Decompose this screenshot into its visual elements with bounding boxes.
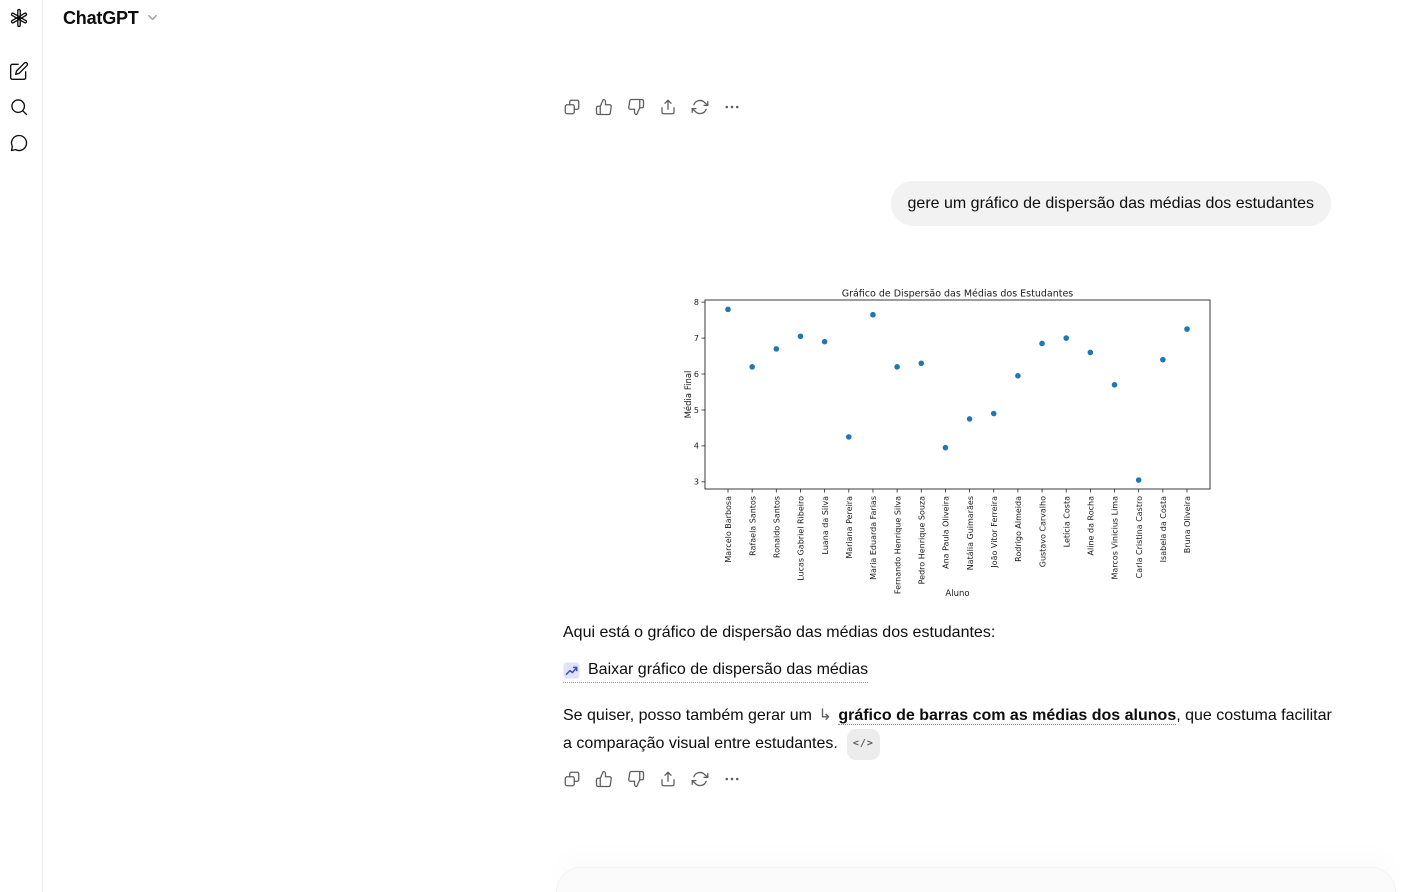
svg-text:Natália Guimarães: Natália Guimarães (965, 496, 975, 571)
chat-history-icon[interactable] (9, 133, 29, 153)
view-code-chip[interactable]: </> (847, 729, 880, 760)
download-chart-link[interactable] (563, 661, 868, 683)
reply-arrow-icon: ↳ (818, 707, 832, 724)
svg-text:4: 4 (693, 441, 699, 451)
svg-text:João Vitor Ferreira: João Vitor Ferreira (989, 496, 999, 568)
assistant-followup-text (563, 703, 1333, 760)
svg-text:6: 6 (693, 369, 699, 379)
svg-text:8: 8 (693, 297, 699, 307)
svg-text:Gustavo Carvalho: Gustavo Carvalho (1038, 496, 1048, 568)
svg-text:Isabela da Costa: Isabela da Costa (1159, 496, 1169, 563)
user-message-bubble: gere um gráfico de dispersão das médias dos estudantes (891, 181, 1331, 226)
svg-text:Mariana Pereira: Mariana Pereira (844, 496, 854, 559)
svg-text:Marcelo Barbosa: Marcelo Barbosa (724, 496, 734, 563)
svg-text:Ana Paula Oliveira: Ana Paula Oliveira (941, 496, 951, 569)
search-icon[interactable] (9, 97, 29, 117)
download-link-label: Baixar gráfico de dispersão das médias (588, 661, 869, 678)
chevron-down-icon (145, 7, 160, 30)
app-title: ChatGPT (63, 8, 139, 28)
svg-text:Aline da Rocha: Aline da Rocha (1086, 496, 1096, 556)
svg-text:Lucas Gabriel Ribeiro: Lucas Gabriel Ribeiro (796, 496, 806, 581)
copy-icon[interactable] (563, 770, 581, 788)
svg-text:Luana da Silva: Luana da Silva (820, 496, 830, 555)
svg-text:7: 7 (693, 333, 699, 343)
composer-input[interactable] (556, 867, 1396, 892)
svg-text:Aluno: Aluno (945, 589, 970, 599)
svg-text:Rodrigo Almeida: Rodrigo Almeida (1014, 496, 1024, 562)
new-chat-icon[interactable] (9, 61, 29, 81)
scatter-chart-image (683, 287, 1213, 603)
more-icon[interactable] (723, 98, 741, 116)
svg-text:Marcos Vinicius Lima: Marcos Vinicius Lima (1110, 496, 1120, 580)
followup-prefix: Se quiser, posso também gerar um (563, 707, 817, 724)
thumbs-down-icon[interactable] (627, 770, 645, 788)
message-actions-top (563, 98, 741, 116)
svg-text:Maria Eduarda Farias: Maria Eduarda Farias (869, 496, 879, 580)
svg-text:Bruna Oliveira: Bruna Oliveira (1183, 496, 1193, 554)
thumbs-up-icon[interactable] (595, 98, 613, 116)
more-icon[interactable] (723, 770, 741, 788)
bar-chart-suggestion-link[interactable]: gráfico de barras com as médias dos alunos (838, 707, 1177, 724)
regenerate-icon[interactable] (691, 98, 709, 116)
scatter-chart-svg (683, 287, 1213, 603)
svg-text:3: 3 (693, 477, 699, 487)
svg-text:Carla Cristina Castro: Carla Cristina Castro (1134, 496, 1144, 579)
svg-text:Fernando Henrique Silva: Fernando Henrique Silva (893, 496, 903, 595)
svg-text:Média Final: Média Final (684, 370, 694, 419)
svg-text:Letícia Costa: Letícia Costa (1062, 496, 1072, 548)
message-actions-bottom (563, 770, 741, 788)
share-icon[interactable] (659, 98, 677, 116)
thumbs-down-icon[interactable] (627, 98, 645, 116)
model-selector[interactable] (63, 7, 160, 30)
regenerate-icon[interactable] (691, 770, 709, 788)
followup-suffix: , que costuma facilitar a comparação visual entre estudantes. (563, 707, 1332, 752)
sidebar (0, 0, 43, 892)
svg-text:Pedro Henrique Souza: Pedro Henrique Souza (917, 496, 927, 585)
svg-text:Rafaela Santos: Rafaela Santos (748, 496, 758, 556)
chart-increasing-icon (563, 662, 580, 679)
thumbs-up-icon[interactable] (595, 770, 613, 788)
svg-text:Ronaldo Santos: Ronaldo Santos (772, 496, 782, 559)
svg-text:Gráfico de Dispersão das Média: Gráfico de Dispersão das Médias dos Estudantes (841, 288, 1074, 300)
share-icon[interactable] (659, 770, 677, 788)
assistant-intro-text: Aqui está o gráfico de dispersão das médias dos estudantes: (563, 624, 996, 641)
svg-text:5: 5 (693, 405, 699, 415)
copy-icon[interactable] (563, 98, 581, 116)
openai-logo[interactable] (9, 8, 29, 28)
